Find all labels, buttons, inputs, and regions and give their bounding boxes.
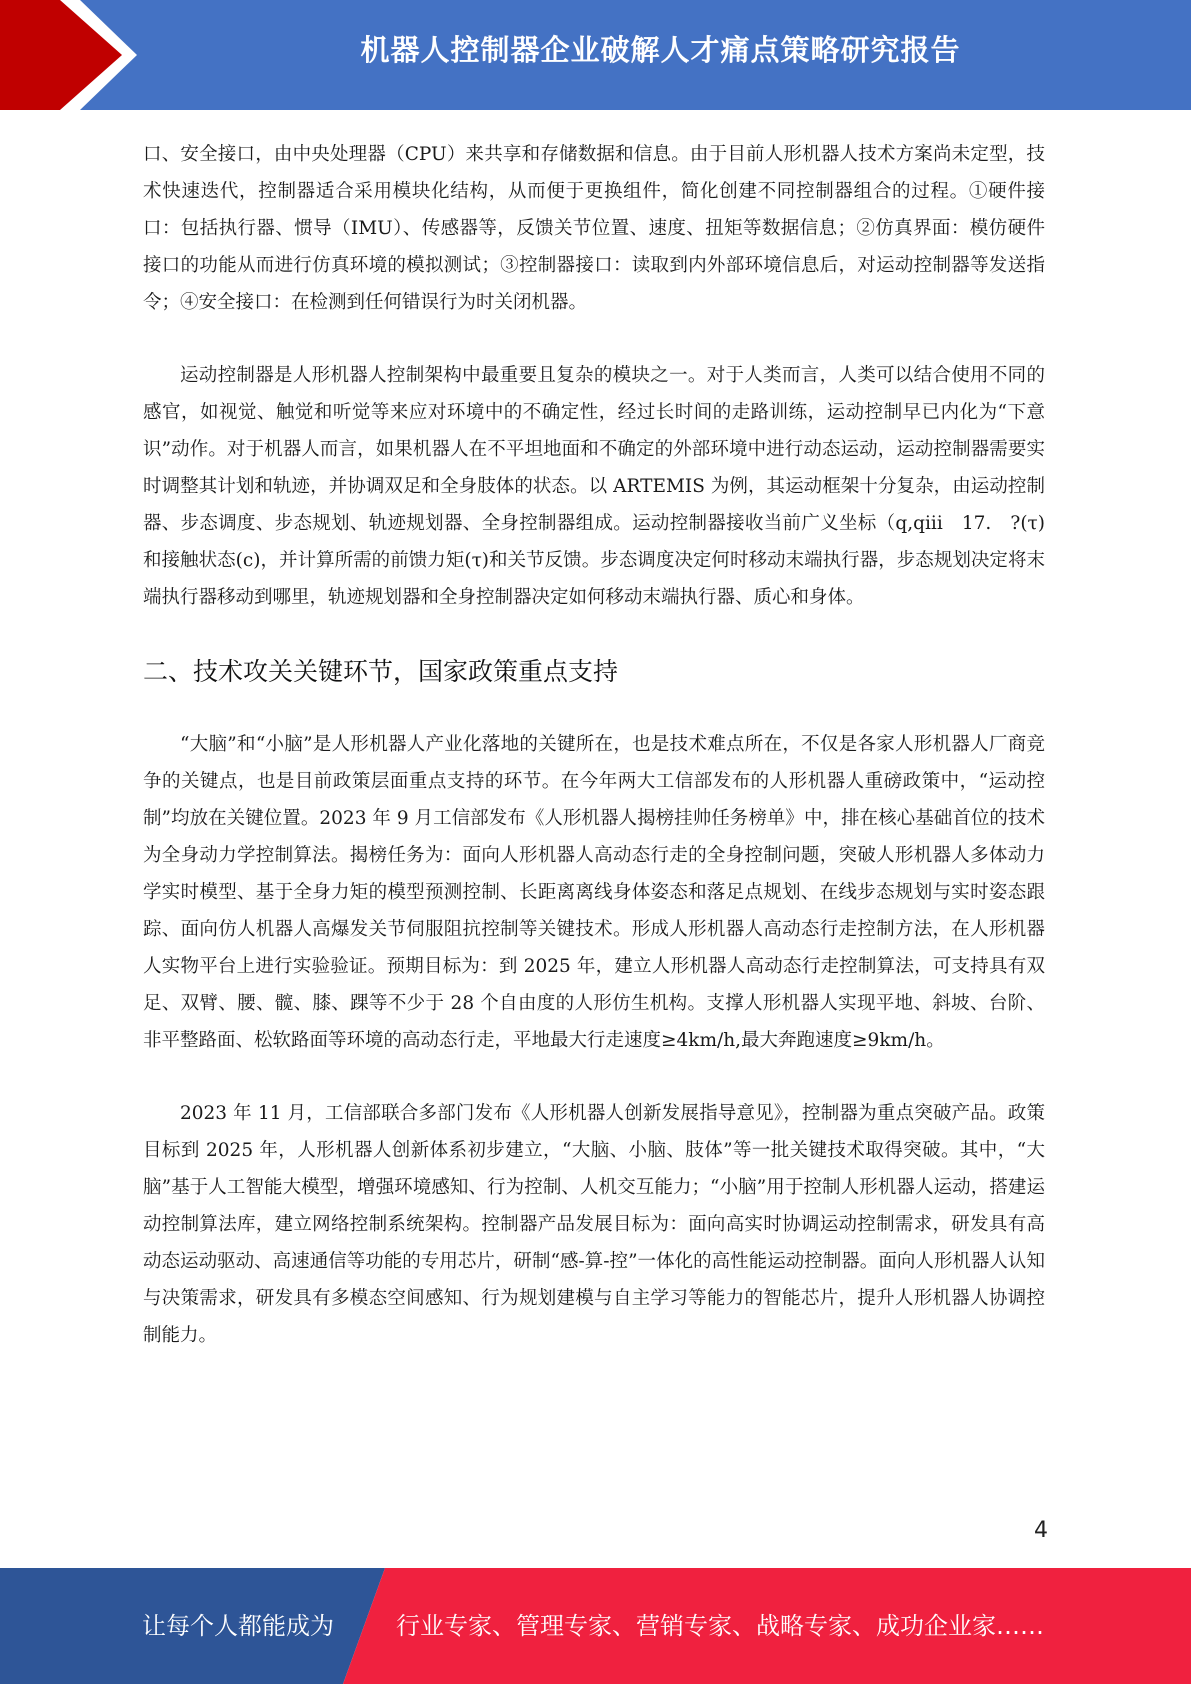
- footer-banner: [0, 1568, 1191, 1684]
- header-arrow-icon: [0, 0, 150, 110]
- document-title: 机器人控制器企业破解人才痛点策略研究报告: [360, 33, 961, 67]
- page-number: 4: [1034, 1518, 1048, 1543]
- paragraph-motion-controller: 运动控制器是人形机器人控制架构中最重要且复杂的模块之一。对于人类而言，人类可以结合使用不同的感官，如视觉、触觉和听觉等来应对环境中的不确定性，经过长时间的走路训练，运动控制早已内化为“下意识”动作。对于机器人而言，如果机器人在不平坦地面和不确定的外部环境中进行动态运动，运动控制器需要实时调整其计划和轨迹，并协调双足和全身肢体的状态。以 ARTEMIS 为例，其运动框架十分复杂，由运动控制器、步态调度、步态规划、轨迹规划器、全身控制器组成。运动控制器接收当前广义坐标（q,qiii 17. ?(τ)和接触状态(c)，并计算所需的前馈力矩(τ)和关节反馈。步态调度决定何时移动末端执行器，步态规划决定将末端执行器移动到哪里，轨迹规划器和全身控制器决定如何移动末端执行器、质心和身体。: [143, 365, 1045, 608]
- paragraph-interfaces: 口、安全接口，由中央处理器（CPU）来共享和存储数据和信息。由于目前人形机器人技术方案尚未定型，技术快速迭代，控制器适合采用模块化结构，从而便于更换组件，简化创建不同控制器组合的过程。①硬件接口：包括执行器、惯导（IMU）、传感器等，反馈关节位置、速度、扭矩等数据信息；②仿真界面：模仿硬件接口的功能从而进行仿真环境的模拟测试；③控制器接口：读取到内外部环境信息后，对运动控制器等发送指令；④安全接口：在检测到任何错误行为时关闭机器。: [143, 144, 1045, 313]
- paragraph-policy-guidance: 2023 年 11 月，工信部联合多部门发布《人形机器人创新发展指导意见》，控制器为重点突破产品。政策目标到 2025 年，人形机器人创新体系初步建立，“大脑、小脑、肢体”等一批关键技术取得突破。其中，“大脑”基于人工智能大模型，增强环境感知、行为控制、人机交互能力；“小脑”用于控制人形机器人运动，搭建运动控制算法库，建立网络控制系统架构。控制器产品发展目标为：面向高实时协调运动控制需求，研发具有高动态运动驱动、高速通信等功能的专用芯片，研制“感-算-控”一体化的高性能运动控制器。面向人形机器人认知与决策需求，研发具有多模态空间感知、行为规划建模与自主学习等能力的智能芯片，提升人形机器人协调控制能力。: [143, 1103, 1045, 1346]
- header-banner: [0, 0, 1191, 110]
- footer-slogan-left: 让每个人都能成为: [142, 1612, 334, 1640]
- section-heading: 二、技术攻关关键环节，国家政策重点支持: [143, 657, 619, 686]
- footer-slogan-right: 行业专家、管理专家、营销专家、战略专家、成功企业家……: [396, 1612, 1044, 1640]
- paragraph-policy-task-list: “大脑”和“小脑”是人形机器人产业化落地的关键所在，也是技术难点所在，不仅是各家人形机器人厂商竞争的关键点，也是目前政策层面重点支持的环节。在今年两大工信部发布的人形机器人重磅政策中，“运动控制”均放在关键位置。2023 年 9 月工信部发布《人形机器人揭榜挂帅任务榜单》中，排在核心基础首位的技术为全身动力学控制算法。揭榜任务为：面向人形机器人高动态行走的全身控制问题，突破人形机器人多体动力学实时模型、基于全身力矩的模型预测控制、长距离离线身体姿态和落足点规划、在线步态规划与实时姿态跟踪、面向仿人机器人高爆发关节伺服阻抗控制等关键技术。形成人形机器人高动态行走控制方法，在人形机器人实物平台上进行实验验证。预期目标为：到 2025 年，建立人形机器人高动态行走控制算法，可支持具有双足、双臂、腰、髋、膝、踝等不少于 28 个自由度的人形仿生机构。支撑人形机器人实现平地、斜坡、台阶、非平整路面、松软路面等环境的高动态行走，平地最大行走速度≥4km/h,最大奔跑速度≥9km/h。: [143, 734, 1045, 1051]
- document-body: [143, 136, 1045, 1390]
